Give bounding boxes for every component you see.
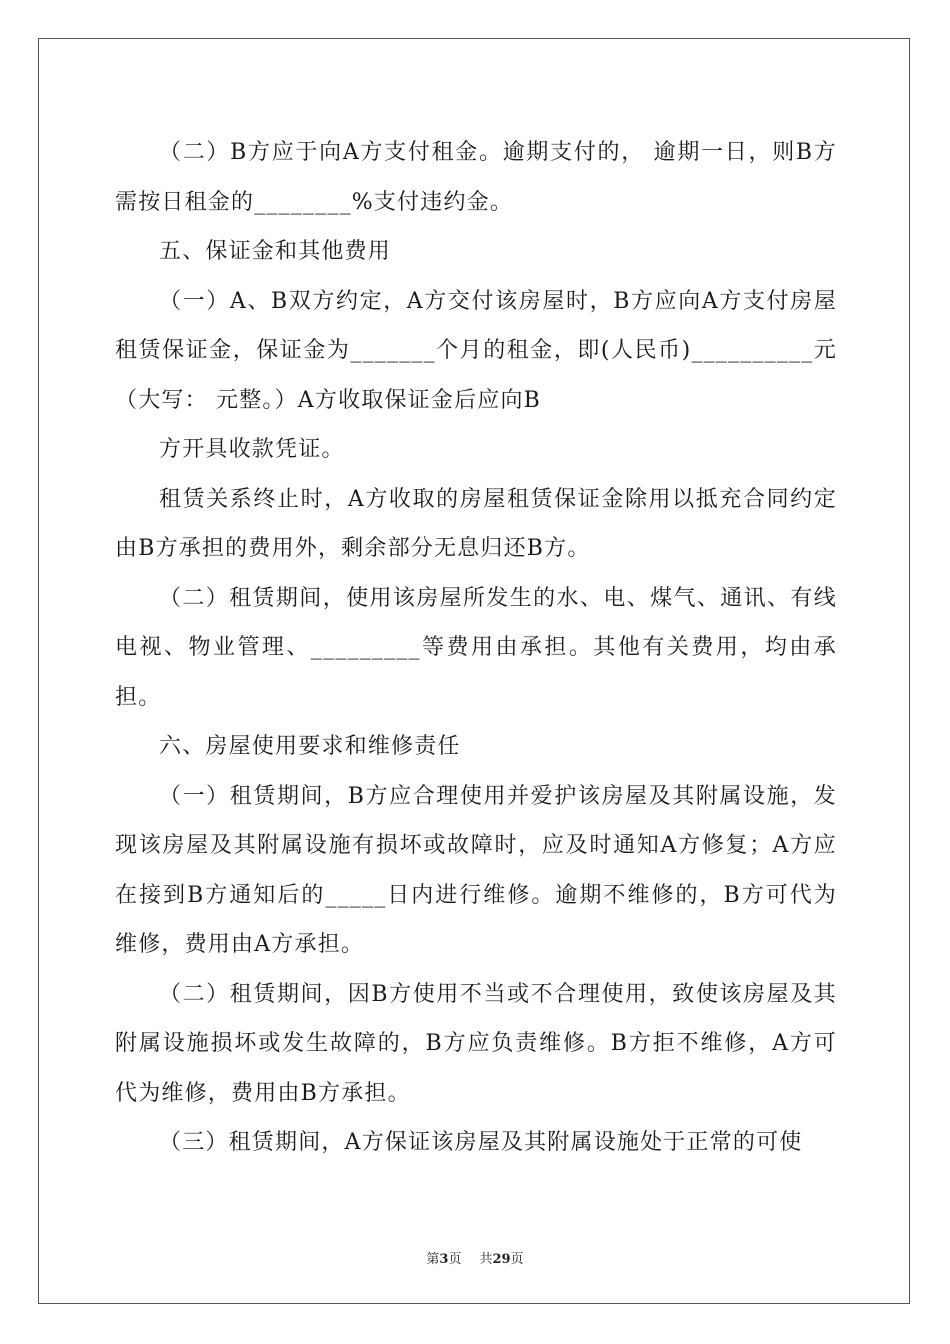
page-number: 3 <box>439 1252 449 1267</box>
paragraph-rent-overdue: （二）B方应于向A方支付租金。逾期支付的， 逾期一日，则B方需按日租金的________%支付违约金。 <box>115 140 837 215</box>
paragraph-landlord-guarantee: （三）租赁期间，A方保证该房屋及其附属设施处于正常的可使 <box>159 1130 803 1155</box>
page-footer <box>0 1248 950 1267</box>
total-label-suffix: 页 <box>510 1252 524 1267</box>
paragraph-deposit-amount: （一）A、B双方约定，A方交付该房屋时，B方应向A方支付房屋租赁保证金，保证金为_______个月的租金，即(人民币)__________元（大写： 元整。）A方收取保证金后应向B <box>115 288 837 413</box>
page-label-prefix: 第 <box>426 1252 440 1267</box>
document-body <box>115 128 837 1168</box>
total-pages: 29 <box>492 1252 511 1267</box>
paragraph-improper-use: （二）租赁期间，因B方使用不当或不合理使用，致使该房屋及其附属设施损坏或发生故障的，B方应负责维修。B方拒不维修，A方可代为维修，费用由B方承担。 <box>115 981 837 1106</box>
paragraph-deposit-receipt: 方开具收款凭证。 <box>159 437 345 462</box>
total-label-prefix: 共 <box>479 1252 493 1267</box>
paragraph-utility-fees: （二）租赁期间，使用该房屋所发生的水、电、煤气、通讯、有线电视、物业管理、_________等费用由承担。其他有关费用，均由承担。 <box>115 585 837 710</box>
section-heading-maintenance: 六、房屋使用要求和维修责任 <box>159 734 461 759</box>
paragraph-deposit-return: 租赁关系终止时，A方收取的房屋租赁保证金除用以抵充合同约定由B方承担的费用外，剩余部分无息归还B方。 <box>115 486 837 561</box>
page-label-suffix: 页 <box>448 1252 462 1267</box>
paragraph-maintenance-duty: （一）租赁期间，B方应合理使用并爱护该房屋及其附属设施，发现该房屋及其附属设施有损坏或故障时，应及时通知A方修复；A方应在接到B方通知后的_____日内进行维修。逾期不维修的，B方可代为维修，费用由A方承担。 <box>115 783 837 957</box>
section-heading-deposit: 五、保证金和其他费用 <box>159 239 392 264</box>
